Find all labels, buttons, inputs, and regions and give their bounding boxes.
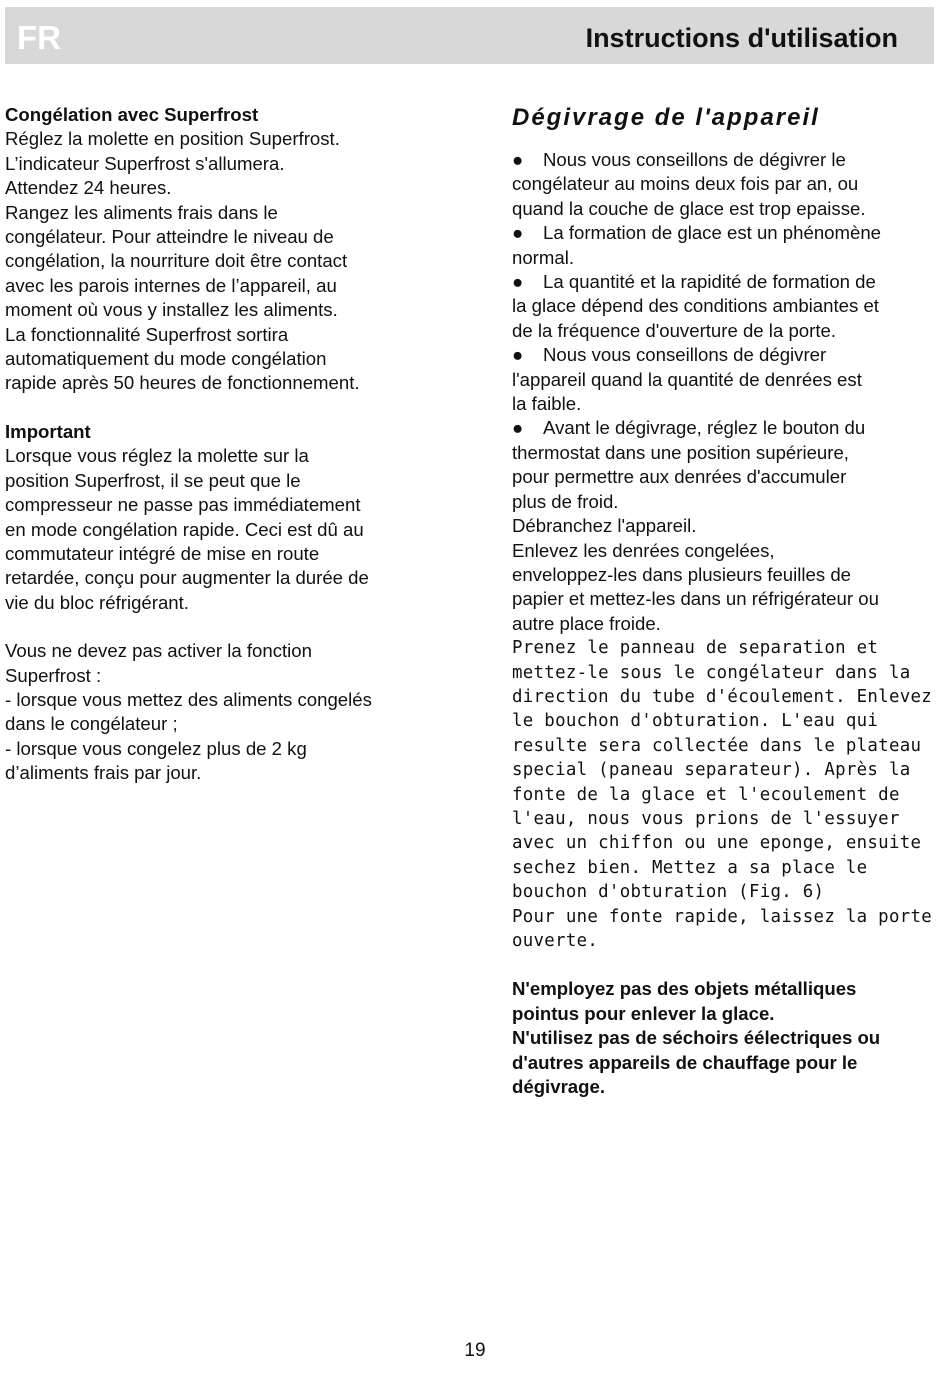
text-line: en mode congélation rapide. Ceci est dû au [5, 518, 364, 540]
text-line: Nous vous conseillons de dégivrer le [543, 149, 846, 170]
defrost-heading: Dégivrage de l'appareil [512, 104, 820, 131]
text-line: sechez bien. Mettez a sa place le [512, 857, 868, 878]
text-line: quand la couche de glace est trop epaisse. [512, 197, 866, 219]
text-line: fonte de la glace et l'ecoulement de [512, 784, 900, 805]
text-line: bouchon d'obturation (Fig. 6) [512, 882, 825, 903]
text-line: La fonctionnalité Superfrost sortira [5, 323, 289, 345]
spacer [512, 953, 937, 977]
text-line: position Superfrost, il se peut que le [5, 469, 301, 491]
text-line: Enlevez les denrées congelées, [512, 539, 775, 561]
text-line: Nous vous conseillons de dégivrer [543, 344, 827, 366]
text-line: commutateur intégré de mise en route [5, 542, 320, 564]
text-line: direction du tube d'écoulement. Enlevez [512, 686, 933, 707]
text-line: enveloppez-les dans plusieurs feuilles de [512, 563, 852, 585]
text-line: l'eau, nous vous prions de l'essuyer [512, 808, 900, 829]
text-line: retardée, conçu pour augmenter la durée de [5, 567, 369, 589]
text-line: Réglez la molette en position Superfrost. [5, 128, 340, 150]
text-line: normal. [512, 246, 575, 268]
warning-line: pointus pour enlever la glace. [512, 1002, 775, 1024]
text-line: avec un chiffon ou une eponge, ensuite [512, 833, 922, 854]
text-line: autre place froide. [512, 612, 661, 634]
bullet-item [512, 343, 937, 367]
right-column [512, 103, 937, 1099]
text-line: rapide après 50 heures de fonctionnement. [5, 372, 360, 394]
bullet-item [512, 270, 937, 294]
warning-line: dégivrage. [512, 1076, 606, 1098]
left-column [5, 103, 435, 786]
text-line: compresseur ne passe pas immédiatement [5, 494, 361, 516]
bullet-item [512, 416, 937, 440]
text-line: Avant le dégivrage, réglez le bouton du [543, 417, 866, 439]
text-line: special (paneau separateur). Après la [512, 760, 911, 781]
text-line: - lorsque vous congelez plus de 2 kg [5, 737, 307, 759]
text-line: Attendez 24 heures. [5, 177, 172, 199]
bullet-item [512, 148, 937, 172]
text-line: thermostat dans une position supérieure, [512, 441, 849, 463]
text-line: pour permettre aux denrées d'accumuler [512, 466, 847, 488]
text-line: plus de froid. [512, 490, 619, 512]
text-line: de la fréquence d'ouverture de la porte. [512, 319, 836, 341]
warning-line: N'utilisez pas de séchoirs éélectriques ou [512, 1027, 881, 1049]
important-heading: Important [5, 420, 91, 442]
warning-line: N'employez pas des objets métalliques [512, 978, 857, 1000]
bullet-icon: ● [512, 417, 524, 439]
text-line: avec les parois internes de l’appareil, au [5, 274, 337, 296]
text-line: moment où vous y installez les aliments. [5, 299, 338, 321]
language-code: FR [17, 19, 61, 56]
text-line: Lorsque vous réglez la molette sur la [5, 445, 309, 467]
text-line: Prenez le panneau de separation et [512, 638, 879, 659]
text-line: automatiquement du mode congélation [5, 348, 327, 370]
text-line: ouverte. [512, 931, 599, 951]
bullet-item [512, 221, 937, 245]
warning-line: d'autres appareils de chauffage pour le [512, 1051, 858, 1073]
bullet-icon: ● [512, 149, 524, 170]
text-line: - lorsque vous mettez des aliments congelés [5, 688, 372, 710]
text-line: Débranchez l'appareil. [512, 515, 697, 537]
text-line: Rangez les aliments frais dans le [5, 201, 278, 223]
page-number: 19 [464, 1340, 486, 1361]
superfrost-heading: Congélation avec Superfrost [5, 104, 259, 125]
text-line: congélateur au moins deux fois par an, ou [512, 173, 859, 195]
spacer [5, 615, 435, 639]
bullet-icon: ● [512, 271, 524, 293]
text-line: La formation de glace est un phénomène [543, 222, 882, 244]
text-line: La quantité et la rapidité de formation de [543, 271, 876, 293]
text-line: le bouchon d'obturation. L'eau qui [512, 711, 879, 732]
text-line: L’indicateur Superfrost s'allumera. [5, 152, 285, 174]
page-title: Instructions d'utilisation [585, 23, 898, 53]
text-line: Vous ne devez pas activer la fonction [5, 640, 312, 662]
text-line: congélation, la nourriture doit être contact [5, 250, 348, 272]
bullet-icon: ● [512, 344, 524, 366]
text-line: l'appareil quand la quantité de denrées est [512, 368, 862, 390]
text-line: Superfrost : [5, 664, 102, 686]
text-line: la faible. [512, 393, 582, 415]
text-line: papier et mettez-les dans un réfrigérateur ou [512, 588, 879, 610]
text-line: resulte sera collectée dans le plateau [512, 735, 922, 756]
text-line: congélateur. Pour atteindre le niveau de [5, 226, 334, 248]
text-line: d’aliments frais par jour. [5, 762, 202, 784]
text-line: Pour une fonte rapide, laissez la porte [512, 906, 933, 927]
text-line: dans le congélateur ; [5, 713, 178, 735]
spacer [5, 396, 435, 420]
page-header [5, 7, 934, 64]
bullet-icon: ● [512, 222, 524, 244]
text-line: la glace dépend des conditions ambiantes et [512, 295, 879, 317]
text-line: mettez-le sous le congélateur dans la [512, 662, 911, 683]
text-line: vie du bloc réfrigérant. [5, 591, 189, 613]
